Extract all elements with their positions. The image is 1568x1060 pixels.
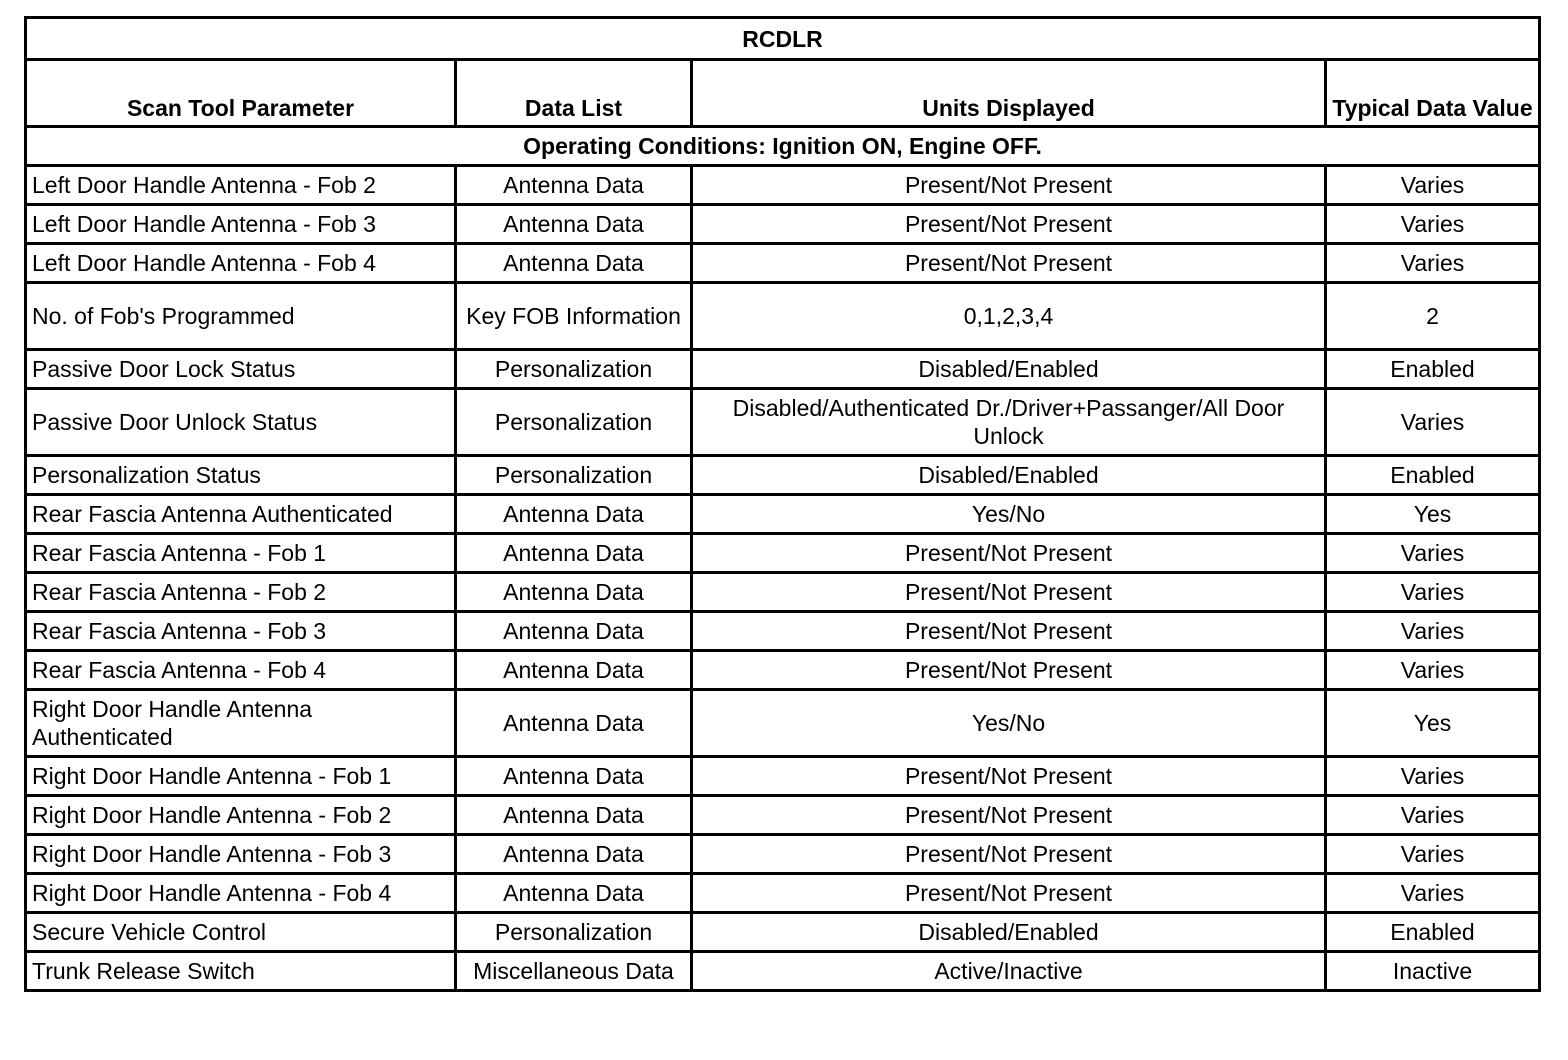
operating-conditions: Operating Conditions: Ignition ON, Engine OFF.	[26, 127, 1540, 166]
table-row	[26, 835, 1540, 874]
cell-data-list: Antenna Data	[456, 205, 692, 244]
cell-scan-tool-parameter: Right Door Handle Antenna - Fob 1	[26, 757, 456, 796]
header-units-displayed: Units Displayed	[692, 60, 1326, 127]
cell-units-displayed: Disabled/Enabled	[692, 350, 1326, 389]
cell-units-displayed: Disabled/Enabled	[692, 913, 1326, 952]
table-row	[26, 283, 1540, 350]
cell-typical-data-value: Varies	[1326, 796, 1540, 835]
cell-data-list: Personalization	[456, 350, 692, 389]
cell-data-list: Antenna Data	[456, 612, 692, 651]
cell-scan-tool-parameter: Trunk Release Switch	[26, 952, 456, 991]
table-row	[26, 913, 1540, 952]
cell-scan-tool-parameter: Passive Door Lock Status	[26, 350, 456, 389]
cell-typical-data-value: Varies	[1326, 874, 1540, 913]
table-row	[26, 205, 1540, 244]
cell-scan-tool-parameter: Secure Vehicle Control	[26, 913, 456, 952]
cell-units-displayed: Yes/No	[692, 690, 1326, 757]
cell-data-list: Antenna Data	[456, 835, 692, 874]
table-title: RCDLR	[26, 18, 1540, 60]
table-row	[26, 874, 1540, 913]
table-row	[26, 534, 1540, 573]
cell-data-list: Antenna Data	[456, 796, 692, 835]
cell-units-displayed: 0,1,2,3,4	[692, 283, 1326, 350]
cell-typical-data-value: Varies	[1326, 835, 1540, 874]
cell-scan-tool-parameter: Right Door Handle Antenna - Fob 3	[26, 835, 456, 874]
cell-data-list: Personalization	[456, 456, 692, 495]
rcdlr-data-table	[24, 16, 1541, 992]
cell-units-displayed: Present/Not Present	[692, 874, 1326, 913]
cell-data-list: Miscellaneous Data	[456, 952, 692, 991]
header-scan-tool-parameter: Scan Tool Parameter	[26, 60, 456, 127]
table-row	[26, 350, 1540, 389]
cell-units-displayed: Present/Not Present	[692, 796, 1326, 835]
cell-scan-tool-parameter: Rear Fascia Antenna Authenticated	[26, 495, 456, 534]
cell-units-displayed: Present/Not Present	[692, 534, 1326, 573]
table-row	[26, 166, 1540, 205]
cell-typical-data-value: Varies	[1326, 534, 1540, 573]
cell-typical-data-value: Inactive	[1326, 952, 1540, 991]
cell-scan-tool-parameter: Personalization Status	[26, 456, 456, 495]
cell-data-list: Antenna Data	[456, 573, 692, 612]
cell-data-list: Antenna Data	[456, 166, 692, 205]
table-row	[26, 456, 1540, 495]
cell-scan-tool-parameter: Rear Fascia Antenna - Fob 1	[26, 534, 456, 573]
cell-typical-data-value: Yes	[1326, 690, 1540, 757]
cell-units-displayed: Active/Inactive	[692, 952, 1326, 991]
cell-typical-data-value: Varies	[1326, 612, 1540, 651]
table-row	[26, 651, 1540, 690]
cell-data-list: Antenna Data	[456, 874, 692, 913]
cell-typical-data-value: Varies	[1326, 205, 1540, 244]
cell-units-displayed: Present/Not Present	[692, 757, 1326, 796]
cell-scan-tool-parameter: Passive Door Unlock Status	[26, 389, 456, 456]
cell-scan-tool-parameter: No. of Fob's Programmed	[26, 283, 456, 350]
cell-scan-tool-parameter: Rear Fascia Antenna - Fob 4	[26, 651, 456, 690]
header-row	[26, 60, 1540, 127]
cell-scan-tool-parameter: Right Door Handle Antenna - Fob 2	[26, 796, 456, 835]
table-row	[26, 612, 1540, 651]
table-row	[26, 952, 1540, 991]
cell-typical-data-value: 2	[1326, 283, 1540, 350]
cell-data-list: Personalization	[456, 913, 692, 952]
cell-units-displayed: Present/Not Present	[692, 651, 1326, 690]
header-data-list: Data List	[456, 60, 692, 127]
cell-units-displayed: Present/Not Present	[692, 573, 1326, 612]
table-row	[26, 796, 1540, 835]
cell-typical-data-value: Enabled	[1326, 456, 1540, 495]
cell-units-displayed: Disabled/Authenticated Dr./Driver+Passanger/All Door Unlock	[692, 389, 1326, 456]
cell-units-displayed: Present/Not Present	[692, 205, 1326, 244]
cell-units-displayed: Disabled/Enabled	[692, 456, 1326, 495]
cell-typical-data-value: Yes	[1326, 495, 1540, 534]
cell-data-list: Antenna Data	[456, 690, 692, 757]
cell-scan-tool-parameter: Right Door Handle Antenna Authenticated	[26, 690, 456, 757]
cell-data-list: Key FOB Information	[456, 283, 692, 350]
cell-typical-data-value: Varies	[1326, 651, 1540, 690]
cell-typical-data-value: Varies	[1326, 244, 1540, 283]
cell-scan-tool-parameter: Left Door Handle Antenna - Fob 3	[26, 205, 456, 244]
cell-data-list: Antenna Data	[456, 495, 692, 534]
table-row	[26, 495, 1540, 534]
cell-units-displayed: Present/Not Present	[692, 166, 1326, 205]
table-row	[26, 757, 1540, 796]
cell-units-displayed: Present/Not Present	[692, 835, 1326, 874]
cell-scan-tool-parameter: Left Door Handle Antenna - Fob 2	[26, 166, 456, 205]
cell-scan-tool-parameter: Right Door Handle Antenna - Fob 4	[26, 874, 456, 913]
table-row	[26, 690, 1540, 757]
cell-data-list: Personalization	[456, 389, 692, 456]
table-row	[26, 244, 1540, 283]
cell-units-displayed: Present/Not Present	[692, 244, 1326, 283]
cell-data-list: Antenna Data	[456, 534, 692, 573]
cell-typical-data-value: Varies	[1326, 757, 1540, 796]
cell-scan-tool-parameter: Left Door Handle Antenna - Fob 4	[26, 244, 456, 283]
cell-typical-data-value: Varies	[1326, 389, 1540, 456]
cell-units-displayed: Yes/No	[692, 495, 1326, 534]
header-typical-data-value: Typical Data Value	[1326, 60, 1540, 127]
cell-typical-data-value: Enabled	[1326, 350, 1540, 389]
cell-data-list: Antenna Data	[456, 757, 692, 796]
cell-typical-data-value: Varies	[1326, 573, 1540, 612]
cell-data-list: Antenna Data	[456, 651, 692, 690]
table-body	[26, 166, 1540, 991]
cell-typical-data-value: Enabled	[1326, 913, 1540, 952]
cell-scan-tool-parameter: Rear Fascia Antenna - Fob 3	[26, 612, 456, 651]
table-row	[26, 573, 1540, 612]
cell-scan-tool-parameter: Rear Fascia Antenna - Fob 2	[26, 573, 456, 612]
cell-data-list: Antenna Data	[456, 244, 692, 283]
cell-units-displayed: Present/Not Present	[692, 612, 1326, 651]
cell-typical-data-value: Varies	[1326, 166, 1540, 205]
table-row	[26, 389, 1540, 456]
